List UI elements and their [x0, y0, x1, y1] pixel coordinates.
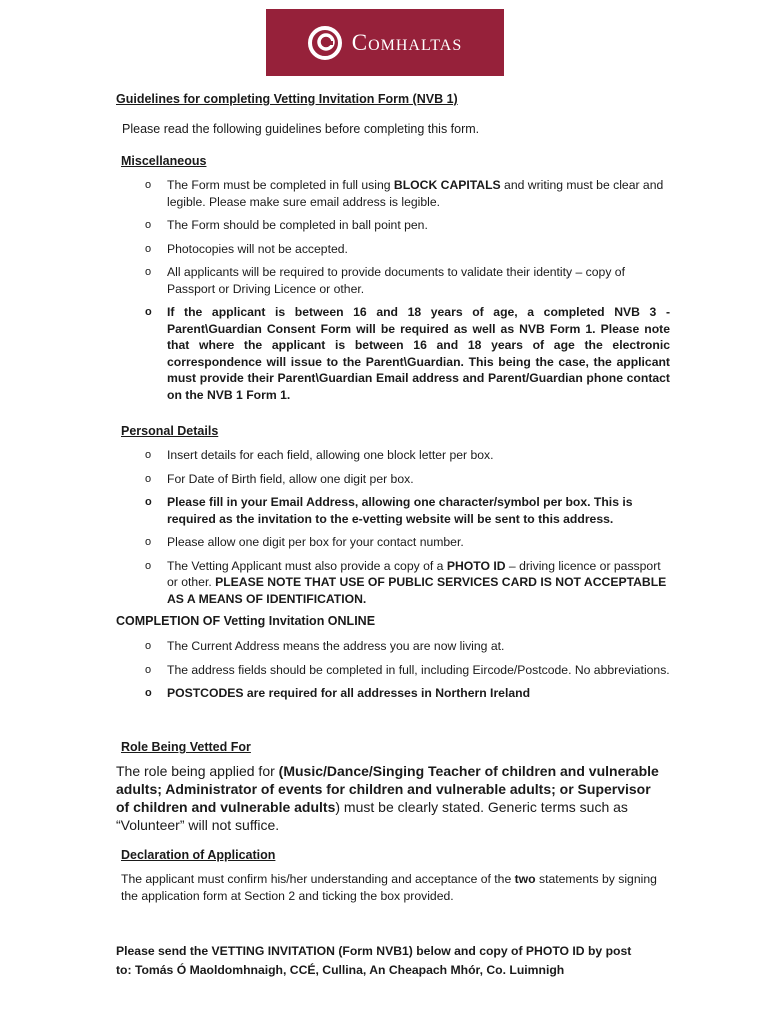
- list-item: o The Vetting Applicant must also provide a copy of a PHOTO ID – driving licence or passport or other. PLEASE NOTE THAT USE OF PUBLIC SERVICES CARD IS NOT ACCEPTABLE AS A MEANS OF IDENTIFICATION.: [145, 558, 670, 608]
- list-item: o If the applicant is between 16 and 18 years of age, a completed NVB 3 - Parent\Guardian Consent Form will be required as well as NVB Form 1. Please note that where the applicant is between 16 and 18 years of age the electronic correspondence will issue to the Parent\Guardian. This being the case, the applicant must provide their Parent\Guardian Email address and Parent/Guardian phone contact on the NVB 1 Form 1.: [145, 304, 670, 403]
- personal-heading: Personal Details: [121, 424, 219, 438]
- misc-list: [145, 177, 670, 410]
- personal-list: [145, 447, 670, 614]
- declaration-text: The applicant must confirm his/her understanding and acceptance of the two statements by signing the application form at Section 2 and ticking the box provided.: [121, 872, 657, 903]
- list-item: o The Form must be completed in full using BLOCK CAPITALS and writing must be clear and legible. Please make sure email address is legible.: [145, 177, 670, 210]
- list-item: o Photocopies will not be accepted.: [145, 241, 670, 258]
- list-item: o Please fill in your Email Address, allowing one character/symbol per box. This is required as the invitation to the e-vetting website will be sent to this address.: [145, 494, 670, 527]
- list-item: o The address fields should be completed in full, including Eircode/Postcode. No abbreviations.: [145, 662, 670, 679]
- completion-heading: COMPLETION OF Vetting Invitation ONLINE: [116, 614, 376, 628]
- list-item: o The Current Address means the address you are now living at.: [145, 638, 670, 655]
- declaration-heading: Declaration of Application: [121, 848, 276, 862]
- list-item: o For Date of Birth field, allow one digit per box.: [145, 471, 670, 488]
- send-line-2: to: Tomás Ó Maoldomhnaigh, CCÉ, Cullina, An Cheapach Mhór, Co. Luimnigh: [116, 963, 565, 977]
- list-item: o Insert details for each field, allowing one block letter per box.: [145, 447, 670, 464]
- send-line-1: Please send the VETTING INVITATION (Form NVB1) below and copy of PHOTO ID by post: [116, 944, 632, 958]
- intro-text: Please read the following guidelines before completing this form.: [122, 122, 480, 136]
- list-item: o Please allow one digit per box for your contact number.: [145, 534, 670, 551]
- send-instructions: [116, 942, 676, 980]
- role-text: The role being applied for (Music/Dance/Singing Teacher of children and vulnerable adults; Administrator of events for children and vulnerable adults; or Supervisor of children and vulnerable adults) must be clearly stated. Generic terms such as “Volunteer” will not suffice.: [116, 763, 659, 833]
- comhaltas-logo: [266, 9, 504, 76]
- list-item: o POSTCODES are required for all addresses in Northern Ireland: [145, 685, 670, 702]
- role-heading: Role Being Vetted For: [121, 740, 251, 754]
- logo-text: Comhaltas: [351, 29, 463, 55]
- completion-list: [145, 638, 670, 709]
- comhaltas-emblem-icon: [308, 26, 342, 60]
- list-item: o All applicants will be required to provide documents to validate their identity – copy of Passport or Driving Licence or other.: [145, 264, 670, 297]
- misc-heading: Miscellaneous: [121, 154, 207, 168]
- list-item: o The Form should be completed in ball point pen.: [145, 217, 670, 234]
- page-title: Guidelines for completing Vetting Invitation Form (NVB 1): [116, 92, 458, 106]
